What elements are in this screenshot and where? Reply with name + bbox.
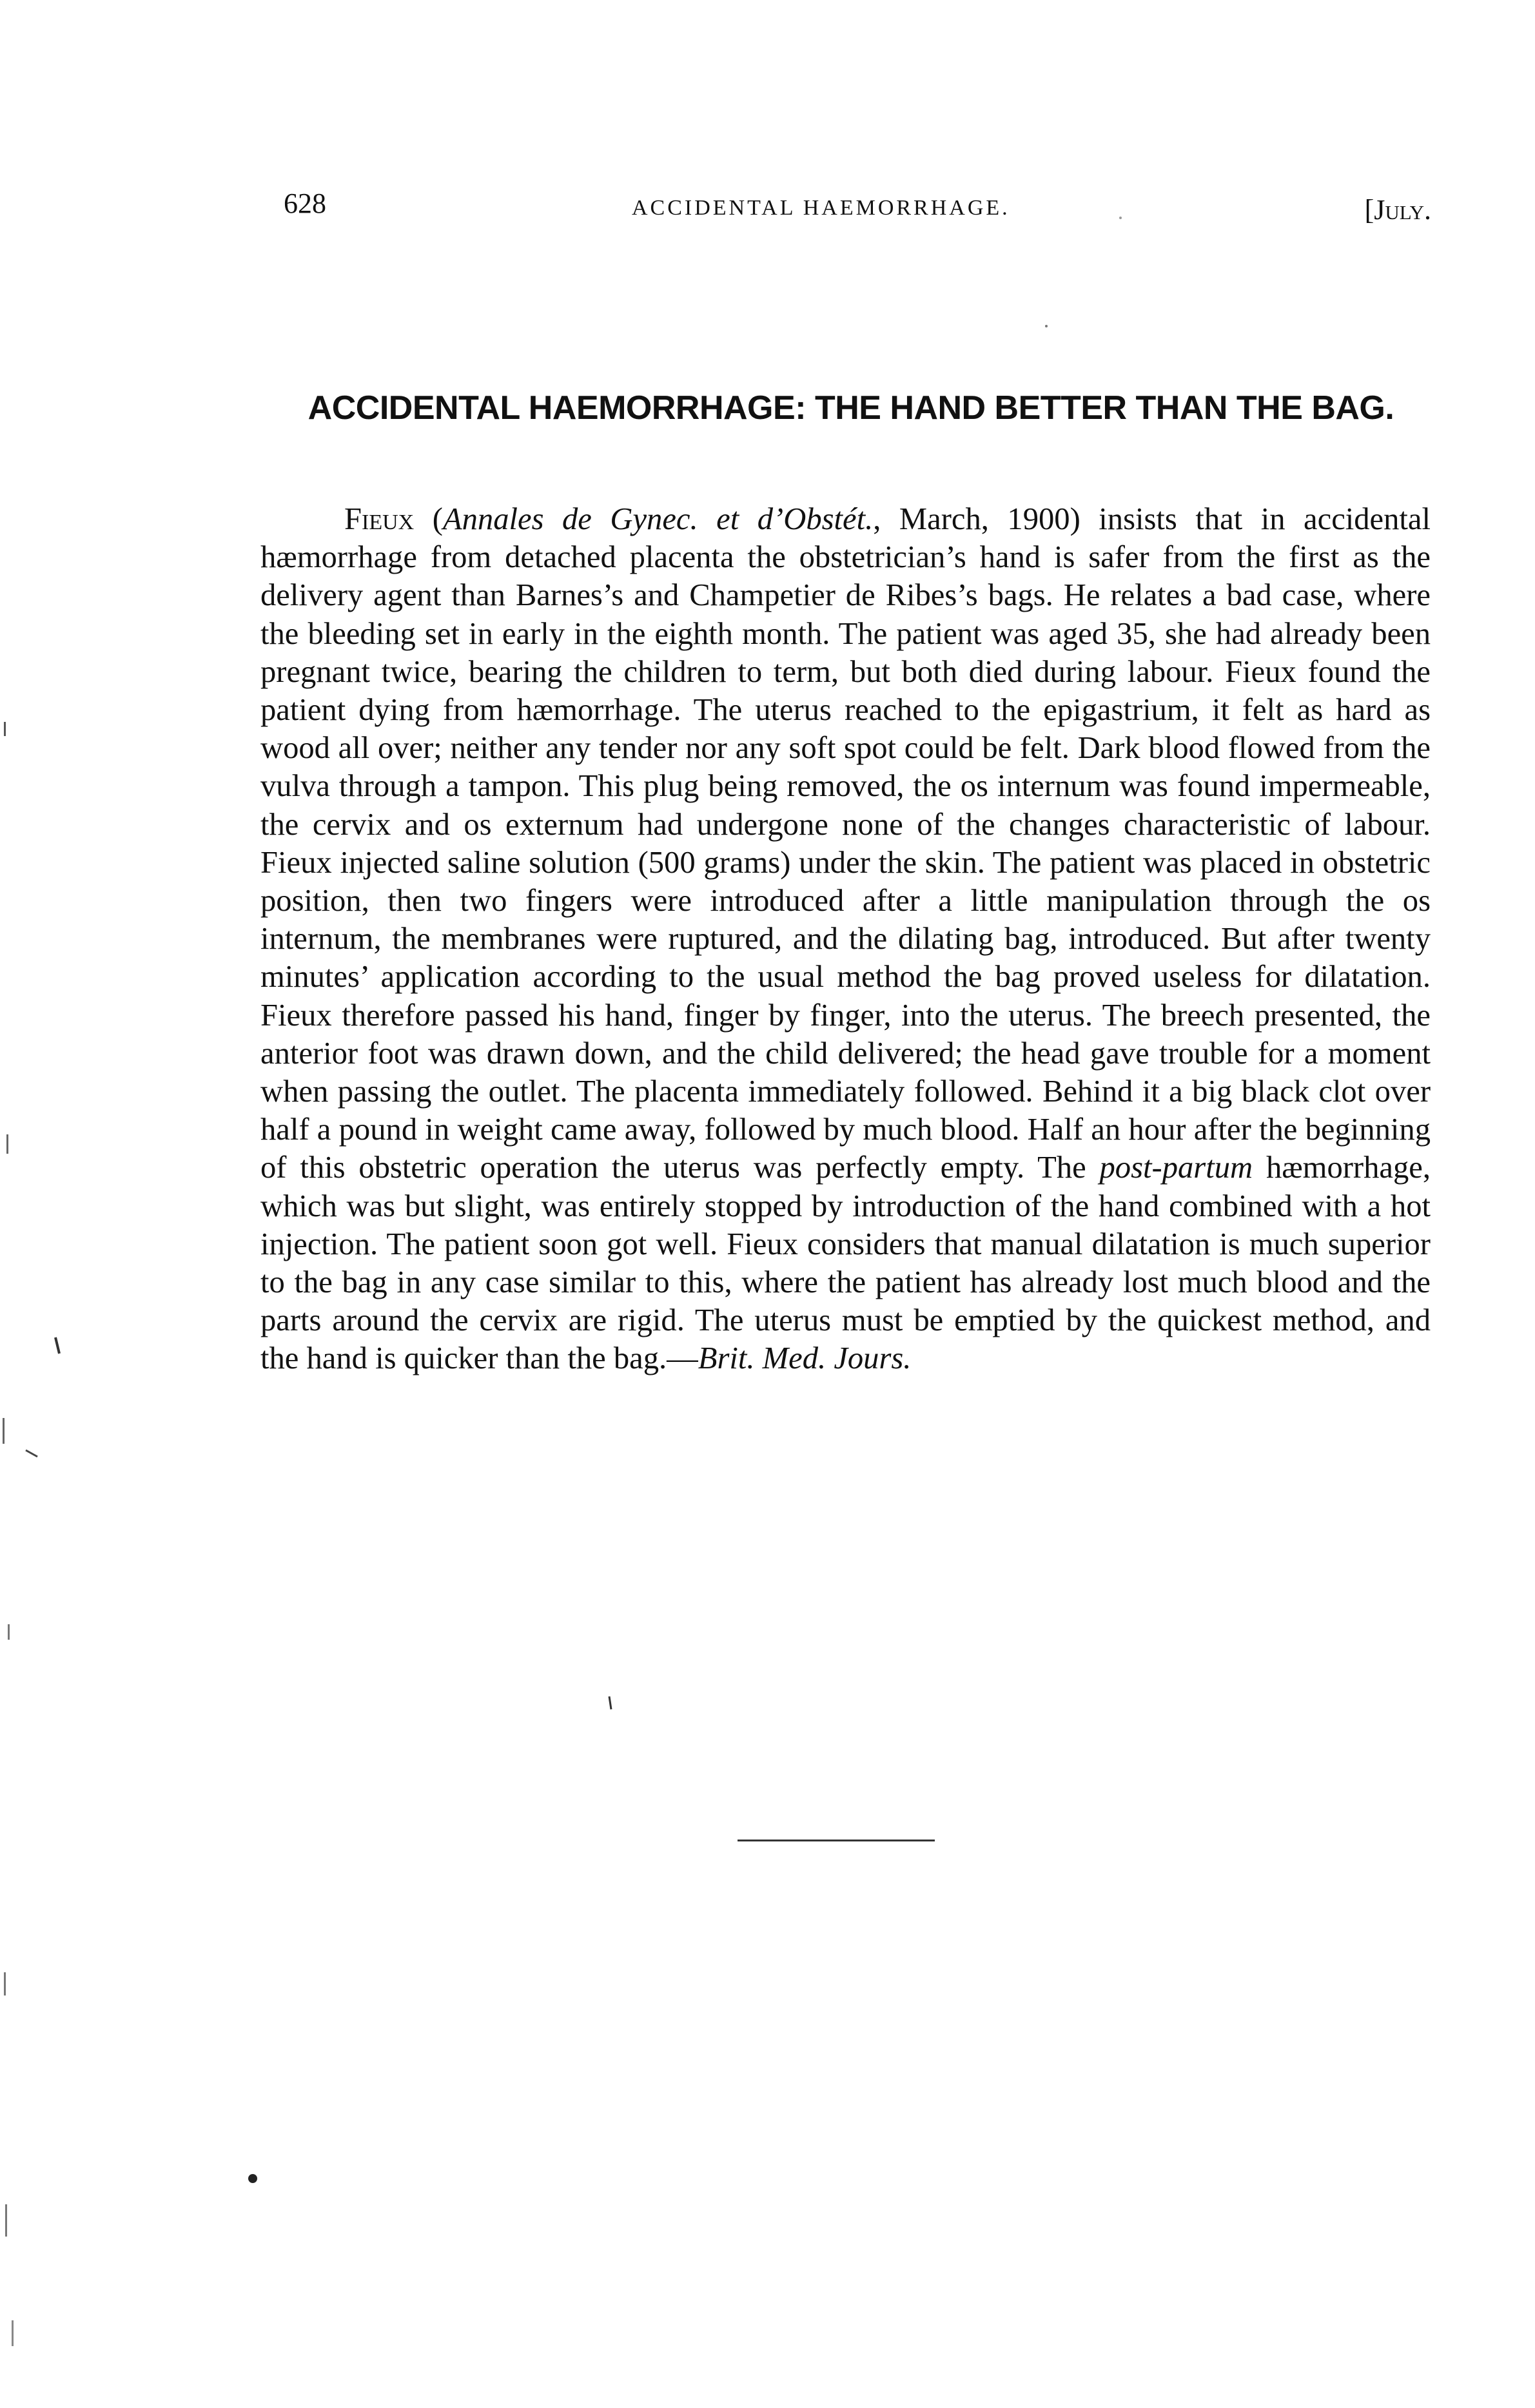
- speck-margin: [8, 1624, 10, 1640]
- speck-tick: [55, 1337, 59, 1354]
- speck-margin: [3, 1418, 5, 1444]
- speck-margin: [4, 1972, 6, 1995]
- speck-tick: [609, 1696, 611, 1709]
- body-text-rest: hæmorrhage, which was but slight, was entirely stopped by introduction of the hand combined with a hot injection. The patient soon got well. Fieux considers that manual dilatation is much superior to the bag in any case similar to this, where the patient has already lost much blood and the parts around the cervix are rigid. The uterus must be emptied by the quickest method, and the hand is quicker than the bag.—: [260, 1150, 1431, 1376]
- speck-tick: [26, 1450, 37, 1457]
- article-author: Fieux: [344, 501, 415, 536]
- speck-margin: [12, 2320, 14, 2346]
- speck-margin: [4, 722, 6, 736]
- speck-dot: [1045, 325, 1048, 327]
- postpartum-term: post-partum: [1099, 1150, 1253, 1185]
- speck-margin: [5, 2204, 7, 2237]
- section-mark-open: [J: [1364, 194, 1385, 226]
- running-title: ACCIDENTAL HAEMORRHAGE.: [632, 196, 1010, 220]
- body-text: , March, 1900) insists that in accidental hæmorrhage from detached placenta the obstetrician’s hand is safer from the first as the delivery agent than Barnes’s and Champetier de Ribes’s bags. He relates a bad case, where the bleeding set in early in the eighth month. The patient was aged 35, she had already been pregnant twice, bearing the children to term, but both died during labour. Fieux found the patient dying from hæmorrhage. The uterus reached to the epigastrium, it felt as hard as wood all over; neither any tender nor any soft spot could be felt. Dark blood flowed from the vulva through a tampon. This plug being removed, the os internum was found impermeable, the cervix and os externum had undergone none of the changes characteristic of labour. Fieux injected saline solution (500 grams) under the skin. The patient was placed in obstetric position, then two fingers were introduced after a little manipulation through the os internum, the membranes were ruptured, and the dilating bag, introduced. But after twenty minutes’ application according to the usual method the bag proved useless for dilatation. Fieux therefore passed his hand, finger by finger, into the uterus. The breech presented, the anterior foot was drawn down, and the child delivered; the head gave trouble for a moment when passing the outlet. The placenta immediately followed. Behind it a big black clot over half a pound in weight came away, followed by much blood. Half an hour after the beginning of this obstetric operation the uterus was perfectly empty. The: [260, 501, 1431, 1185]
- section-mark-end: .: [1424, 194, 1431, 226]
- section-mark-month: uly: [1385, 194, 1424, 226]
- speck-margin: [6, 1134, 8, 1154]
- source-attribution: Brit. Med. Jours.: [698, 1341, 912, 1376]
- page-number: 628: [284, 188, 326, 219]
- speck-dot: [1119, 217, 1122, 219]
- journal-citation: Annales de Gynec. et d’Obstét.: [442, 501, 874, 536]
- speck-dot: [248, 2174, 257, 2183]
- citation-open: (: [414, 501, 443, 536]
- article-title: ACCIDENTAL HAEMORRHAGE: THE HAND BETTER THAN THE BAG.: [308, 389, 1394, 427]
